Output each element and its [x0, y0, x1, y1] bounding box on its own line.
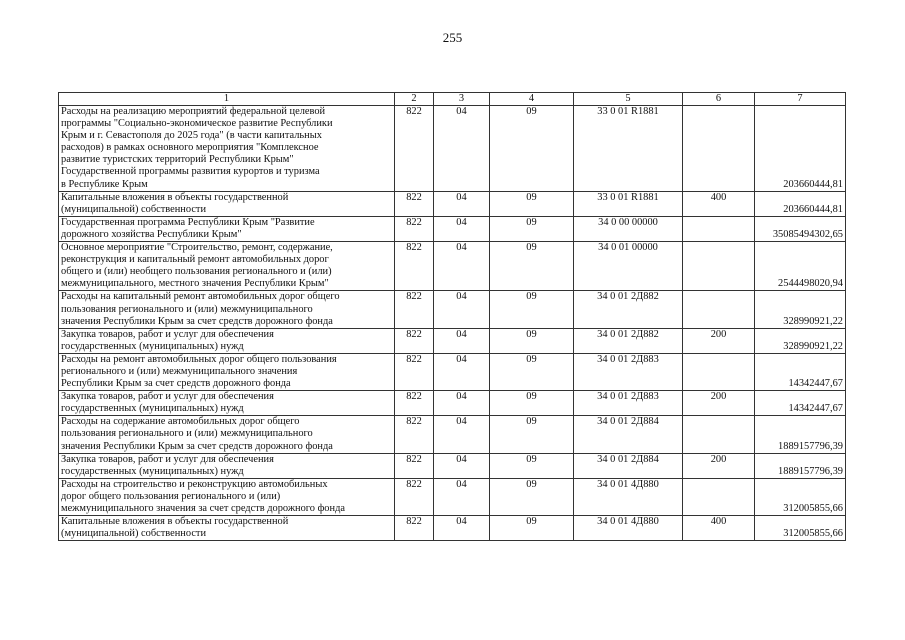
- ministry-code-cell: 822: [395, 353, 434, 390]
- target-article-cell: 34 0 01 2Д884: [574, 453, 683, 478]
- amount-cell: 203660444,81: [755, 191, 846, 216]
- target-article-cell: 34 0 01 2Д882: [574, 291, 683, 328]
- description-line: межмуниципального, местного значения Республики Крым": [61, 278, 329, 290]
- expense-type-cell: 400: [683, 516, 755, 541]
- row-description: [59, 291, 395, 328]
- header-cell: 4: [490, 93, 574, 106]
- amount-cell: 14342447,67: [755, 391, 846, 416]
- target-article-cell: 34 0 01 2Д883: [574, 353, 683, 390]
- subsection-code-cell: 09: [490, 516, 574, 541]
- table-row: [59, 191, 846, 216]
- target-article-cell: 34 0 01 4Д880: [574, 478, 683, 515]
- section-code-cell: 04: [434, 216, 490, 241]
- description-line: пользования регионального и (или) межмуниципального: [61, 303, 313, 315]
- header-cell: 5: [574, 93, 683, 106]
- target-article-cell: 34 0 01 4Д880: [574, 516, 683, 541]
- description-line: государственных (муниципальных) нужд: [61, 465, 244, 477]
- description-line: Расходы на строительство и реконструкцию автомобильных: [61, 478, 328, 490]
- subsection-code-cell: 09: [490, 106, 574, 192]
- subsection-code-cell: 09: [490, 416, 574, 453]
- ministry-code-cell: 822: [395, 216, 434, 241]
- description-line: (муниципальной) собственности: [61, 203, 207, 215]
- description-line: программы "Социально-экономическое развитие Республики: [61, 118, 333, 130]
- header-cell: 2: [395, 93, 434, 106]
- amount-cell: 2544498020,94: [755, 242, 846, 291]
- target-article-cell: 33 0 01 R1881: [574, 106, 683, 192]
- ministry-code-cell: 822: [395, 291, 434, 328]
- subsection-code-cell: 09: [490, 242, 574, 291]
- row-description: [59, 416, 395, 453]
- ministry-code-cell: 822: [395, 478, 434, 515]
- section-code-cell: 04: [434, 516, 490, 541]
- row-description: [59, 478, 395, 515]
- description-line: государственных (муниципальных) нужд: [61, 403, 244, 415]
- description-line: дорожного хозяйства Республики Крым": [61, 228, 242, 240]
- row-description: [59, 516, 395, 541]
- section-code-cell: 04: [434, 242, 490, 291]
- row-description: [59, 328, 395, 353]
- description-line: Государственной программы развития курортов и туризма: [61, 166, 320, 178]
- amount-cell: 203660444,81: [755, 106, 846, 192]
- table-row: [59, 328, 846, 353]
- amount-cell: 328990921,22: [755, 328, 846, 353]
- header-cell: 3: [434, 93, 490, 106]
- header-cell: 6: [683, 93, 755, 106]
- target-article-cell: 34 0 01 2Д884: [574, 416, 683, 453]
- amount-cell: 1889157796,39: [755, 416, 846, 453]
- amount-cell: 1889157796,39: [755, 453, 846, 478]
- ministry-code-cell: 822: [395, 106, 434, 192]
- row-description: [59, 191, 395, 216]
- description-line: дорог общего пользования регионального и (или): [61, 490, 281, 502]
- table-row: [59, 416, 846, 453]
- description-line: Расходы на капитальный ремонт автомобильных дорог общего: [61, 291, 340, 303]
- subsection-code-cell: 09: [490, 478, 574, 515]
- row-description: [59, 353, 395, 390]
- table-row: [59, 391, 846, 416]
- target-article-cell: 34 0 01 00000: [574, 242, 683, 291]
- description-line: Государственная программа Республики Крым "Развитие: [61, 216, 315, 228]
- table-row: [59, 106, 846, 192]
- amount-cell: 312005855,66: [755, 516, 846, 541]
- description-line: Расходы на содержание автомобильных дорог общего: [61, 416, 300, 428]
- expense-type-cell: [683, 353, 755, 390]
- table-row: [59, 516, 846, 541]
- row-description: [59, 391, 395, 416]
- description-line: Расходы на реализацию мероприятий федеральной целевой: [61, 106, 326, 117]
- section-code-cell: 04: [434, 191, 490, 216]
- description-line: Капитальные вложения в объекты государственной: [61, 516, 289, 528]
- description-line: развитие туристских территорий Республики Крым": [61, 154, 294, 166]
- header-cell: 7: [755, 93, 846, 106]
- subsection-code-cell: 09: [490, 353, 574, 390]
- expense-type-cell: 200: [683, 391, 755, 416]
- ministry-code-cell: 822: [395, 453, 434, 478]
- expense-type-cell: [683, 478, 755, 515]
- expense-type-cell: [683, 291, 755, 328]
- section-code-cell: 04: [434, 453, 490, 478]
- ministry-code-cell: 822: [395, 516, 434, 541]
- ministry-code-cell: 822: [395, 328, 434, 353]
- target-article-cell: 34 0 01 2Д882: [574, 328, 683, 353]
- expense-type-cell: 200: [683, 453, 755, 478]
- section-code-cell: 04: [434, 391, 490, 416]
- description-line: Республики Крым за счет средств дорожного фонда: [61, 378, 291, 390]
- expense-type-cell: 200: [683, 328, 755, 353]
- description-line: Закупка товаров, работ и услуг для обеспечения: [61, 391, 274, 403]
- expense-type-cell: [683, 416, 755, 453]
- row-description: [59, 453, 395, 478]
- table-row: [59, 216, 846, 241]
- table-row: [59, 478, 846, 515]
- description-line: Закупка товаров, работ и услуг для обеспечения: [61, 328, 274, 340]
- description-line: Расходы на ремонт автомобильных дорог общего пользования: [61, 353, 337, 365]
- description-line: Крым и г. Севастополя до 2025 года" (в части капитальных: [61, 130, 322, 142]
- header-cell: 1: [59, 93, 395, 106]
- amount-cell: 35085494302,65: [755, 216, 846, 241]
- section-code-cell: 04: [434, 328, 490, 353]
- ministry-code-cell: 822: [395, 242, 434, 291]
- table-row: [59, 353, 846, 390]
- subsection-code-cell: 09: [490, 453, 574, 478]
- table-row: [59, 291, 846, 328]
- description-line: Закупка товаров, работ и услуг для обеспечения: [61, 453, 274, 465]
- description-line: государственных (муниципальных) нужд: [61, 340, 244, 352]
- table-header-row: [59, 93, 846, 106]
- amount-cell: 312005855,66: [755, 478, 846, 515]
- section-code-cell: 04: [434, 478, 490, 515]
- amount-cell: 328990921,22: [755, 291, 846, 328]
- description-line: значения Республики Крым за счет средств дорожного фонда: [61, 315, 333, 327]
- subsection-code-cell: 09: [490, 216, 574, 241]
- section-code-cell: 04: [434, 353, 490, 390]
- target-article-cell: 34 0 00 00000: [574, 216, 683, 241]
- amount-cell: 14342447,67: [755, 353, 846, 390]
- description-line: (муниципальной) собственности: [61, 528, 207, 540]
- subsection-code-cell: 09: [490, 291, 574, 328]
- description-line: межмуниципального значения за счет средств дорожного фонда: [61, 503, 345, 514]
- expense-type-cell: [683, 216, 755, 241]
- ministry-code-cell: 822: [395, 191, 434, 216]
- expense-type-cell: [683, 242, 755, 291]
- description-line: расходов) в рамках основного мероприятия "Комплексное: [61, 142, 319, 154]
- expense-type-cell: [683, 106, 755, 192]
- subsection-code-cell: 09: [490, 328, 574, 353]
- description-line: Основное мероприятие "Строительство, ремонт, содержание,: [61, 242, 333, 254]
- subsection-code-cell: 09: [490, 391, 574, 416]
- description-line: Капитальные вложения в объекты государственной: [61, 191, 289, 203]
- page-number: 255: [442, 30, 463, 45]
- description-line: регионального и (или) межмуниципального значения: [61, 365, 298, 377]
- table-row: [59, 453, 846, 478]
- section-code-cell: 04: [434, 106, 490, 192]
- expense-type-cell: 400: [683, 191, 755, 216]
- description-line: пользования регионального и (или) межмуниципального: [61, 428, 313, 440]
- description-line: значения Республики Крым за счет средств дорожного фонда: [61, 440, 333, 452]
- row-description: [59, 216, 395, 241]
- description-line: реконструкция и капитальный ремонт автомобильных дорог: [61, 254, 329, 266]
- subsection-code-cell: 09: [490, 191, 574, 216]
- row-description: [59, 242, 395, 291]
- description-line: в Республике Крым: [61, 178, 148, 190]
- budget-table: [58, 92, 846, 541]
- section-code-cell: 04: [434, 416, 490, 453]
- ministry-code-cell: 822: [395, 416, 434, 453]
- ministry-code-cell: 822: [395, 391, 434, 416]
- row-description: [59, 106, 395, 192]
- target-article-cell: 34 0 01 2Д883: [574, 391, 683, 416]
- description-line: общего и (или) необщего пользования регионального и (или): [61, 266, 332, 278]
- table-row: [59, 242, 846, 291]
- target-article-cell: 33 0 01 R1881: [574, 191, 683, 216]
- section-code-cell: 04: [434, 291, 490, 328]
